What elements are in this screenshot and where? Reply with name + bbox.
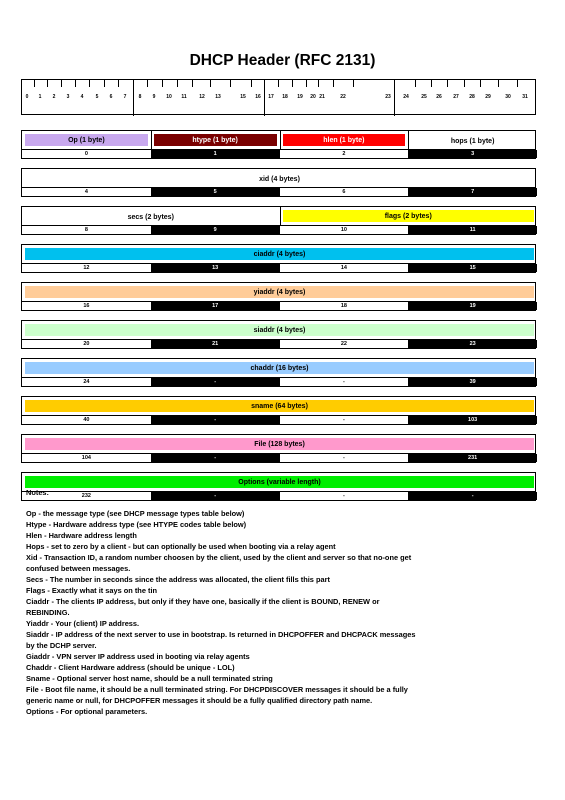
byte-number: 15 — [408, 264, 537, 272]
dhcp-header-diagram — [21, 79, 536, 501]
bit-label: 24 — [403, 94, 409, 100]
field-row — [21, 168, 536, 188]
note-line: generic name or null, for DHCPOFFER messages it should be a fully qualified directory path name. — [26, 696, 373, 705]
bit-label: 17 — [268, 94, 274, 100]
byte-number: 19 — [408, 302, 537, 310]
byte-number: 16 — [83, 303, 90, 309]
field-row — [21, 358, 536, 378]
byte-number-row — [21, 150, 536, 159]
byte-number: 21 — [151, 340, 280, 348]
byte-number: 4 — [84, 189, 88, 195]
field-0-1: htype (1 byte) — [154, 134, 277, 146]
byte-number: 104 — [81, 455, 91, 461]
note-line: Chaddr - Client Hardware address (should be unique - LOL) — [26, 663, 235, 672]
bit-label: 22 — [340, 94, 346, 100]
field-0-0: Op (1 byte) — [25, 134, 148, 146]
byte-number: 24 — [83, 379, 90, 385]
byte-number-row — [21, 416, 536, 425]
field-1-0: xid (4 bytes) — [259, 175, 300, 183]
note-line: Op - the message type (see DHCP message types table below) — [26, 509, 245, 518]
byte-number: 231 — [408, 454, 537, 462]
field-5-0: siaddr (4 bytes) — [25, 324, 534, 336]
byte-number-row — [21, 302, 536, 311]
note-line: Hlen - Hardware address length — [26, 531, 137, 540]
byte-number: - — [408, 492, 537, 500]
byte-number: 40 — [83, 417, 90, 423]
note-line: by the DCHP server. — [26, 641, 97, 650]
byte-number: 18 — [340, 303, 347, 309]
byte-number-row — [21, 454, 536, 463]
field-7-0: sname (64 bytes) — [25, 400, 534, 412]
bit-ruler — [21, 79, 536, 115]
byte-number: 6 — [342, 189, 346, 195]
page-title: DHCP Header (RFC 2131) — [189, 52, 376, 69]
bit-label: 21 — [319, 94, 325, 100]
field-row — [21, 434, 536, 454]
byte-number: 9 — [151, 226, 280, 234]
bit-label: 27 — [453, 94, 459, 100]
note-line: REBINDING. — [26, 608, 70, 617]
note-line: Sname - Optional server host name, should be a null terminated string — [26, 674, 273, 683]
bit-label: 20 — [310, 94, 316, 100]
bit-label: 30 — [505, 94, 511, 100]
field-rows — [21, 130, 536, 501]
note-line: File - Boot file name, it should be a null terminated string. For DHCPDISCOVER messages it should be a fully — [26, 685, 408, 694]
bit-label: 7 — [123, 94, 127, 100]
bit-label: 1 — [38, 94, 42, 100]
field-9-0: Options (variable length) — [25, 476, 534, 488]
field-4-0: yiaddr (4 bytes) — [25, 286, 534, 298]
bit-label: 31 — [522, 94, 528, 100]
note-line: Xid - Transaction ID, a random number choosen by the client, used by the client and server so that no-one get — [26, 553, 412, 562]
byte-number: 17 — [151, 302, 280, 310]
field-row — [21, 130, 536, 150]
byte-number-row — [21, 188, 536, 197]
bit-label: 4 — [80, 94, 84, 100]
bit-label: 6 — [109, 94, 113, 100]
bit-label: 23 — [385, 94, 391, 100]
byte-number: 10 — [340, 227, 347, 233]
field-row — [21, 244, 536, 264]
byte-number: 7 — [408, 188, 537, 196]
note-line: Yiaddr - Your (client) IP address. — [26, 619, 140, 628]
bit-label: 29 — [485, 94, 491, 100]
byte-number: 39 — [408, 378, 537, 386]
bit-label: 15 — [240, 94, 246, 100]
bit-label: 28 — [469, 94, 475, 100]
byte-number: - — [342, 455, 345, 461]
notes-heading: Notes: — [26, 488, 49, 497]
notes-list — [26, 508, 546, 717]
bit-label: 3 — [66, 94, 70, 100]
byte-number: 232 — [81, 493, 91, 499]
byte-number: 2 — [342, 151, 346, 157]
bit-label: 10 — [166, 94, 172, 100]
byte-number: 11 — [408, 226, 537, 234]
note-line: Flags - Exactly what it says on the tin — [26, 586, 158, 595]
field-6-0: chaddr (16 bytes) — [25, 362, 534, 374]
bit-label: 12 — [199, 94, 205, 100]
bit-label: 2 — [52, 94, 56, 100]
byte-number: 22 — [340, 341, 347, 347]
byte-number-row — [21, 378, 536, 387]
byte-number: - — [151, 378, 280, 386]
bit-label: 19 — [297, 94, 303, 100]
byte-number: 1 — [151, 150, 280, 158]
field-8-0: File (128 bytes) — [25, 438, 534, 450]
bit-label: 16 — [255, 94, 261, 100]
bit-label: 5 — [95, 94, 99, 100]
byte-number: - — [151, 416, 280, 424]
byte-number: 0 — [84, 151, 88, 157]
byte-number: 5 — [151, 188, 280, 196]
byte-number: 23 — [408, 340, 537, 348]
byte-number: 3 — [408, 150, 537, 158]
field-row — [21, 396, 536, 416]
field-row — [21, 206, 536, 226]
bit-label: 8 — [138, 94, 142, 100]
field-row — [21, 282, 536, 302]
note-line: Ciaddr - The clients IP address, but only if they have one, basically if the client is BOUND, RENEW or — [26, 597, 380, 606]
field-2-1: flags (2 bytes) — [283, 210, 535, 222]
note-line: Options - For optional parameters. — [26, 707, 148, 716]
byte-number: - — [342, 379, 345, 385]
bit-label: 0 — [25, 94, 29, 100]
byte-number: 13 — [151, 264, 280, 272]
bit-label: 13 — [215, 94, 221, 100]
byte-number-row — [21, 264, 536, 273]
byte-number: 20 — [83, 341, 90, 347]
note-line: Siaddr - IP address of the next server to use in bootstrap. Is returned in DHCPOFFER and DHCPACK messages — [26, 630, 416, 639]
bit-label: 25 — [421, 94, 427, 100]
note-line: Secs - The number in seconds since the address was allocated, the client fills this part — [26, 575, 330, 584]
byte-number: - — [151, 454, 280, 462]
byte-number-row — [21, 340, 536, 349]
byte-number: - — [342, 493, 345, 499]
field-0-3: hops (1 byte) — [450, 137, 495, 145]
bit-label: 26 — [436, 94, 442, 100]
bit-label: 9 — [152, 94, 156, 100]
note-line: Hops - set to zero by a client - but can optionally be used when booting via a relay agent — [26, 542, 336, 551]
field-3-0: ciaddr (4 bytes) — [25, 248, 534, 260]
byte-number: 103 — [408, 416, 537, 424]
field-0-2: hlen (1 byte) — [283, 134, 406, 146]
field-row — [21, 320, 536, 340]
byte-number: 12 — [83, 265, 90, 271]
note-line: Htype - Hardware address type (see HTYPE codes table below) — [26, 520, 247, 529]
byte-number: - — [151, 492, 280, 500]
bit-label: 11 — [181, 94, 187, 100]
note-line: confused between messages. — [26, 564, 131, 573]
byte-number: 14 — [340, 265, 347, 271]
notes-section — [26, 487, 546, 717]
bit-label: 18 — [282, 94, 288, 100]
field-2-0: secs (2 bytes) — [127, 213, 174, 221]
note-line: Giaddr - VPN server IP address used in booting via relay agents — [26, 652, 250, 661]
byte-number-row — [21, 226, 536, 235]
byte-number: - — [342, 417, 345, 423]
byte-number: 8 — [84, 227, 88, 233]
